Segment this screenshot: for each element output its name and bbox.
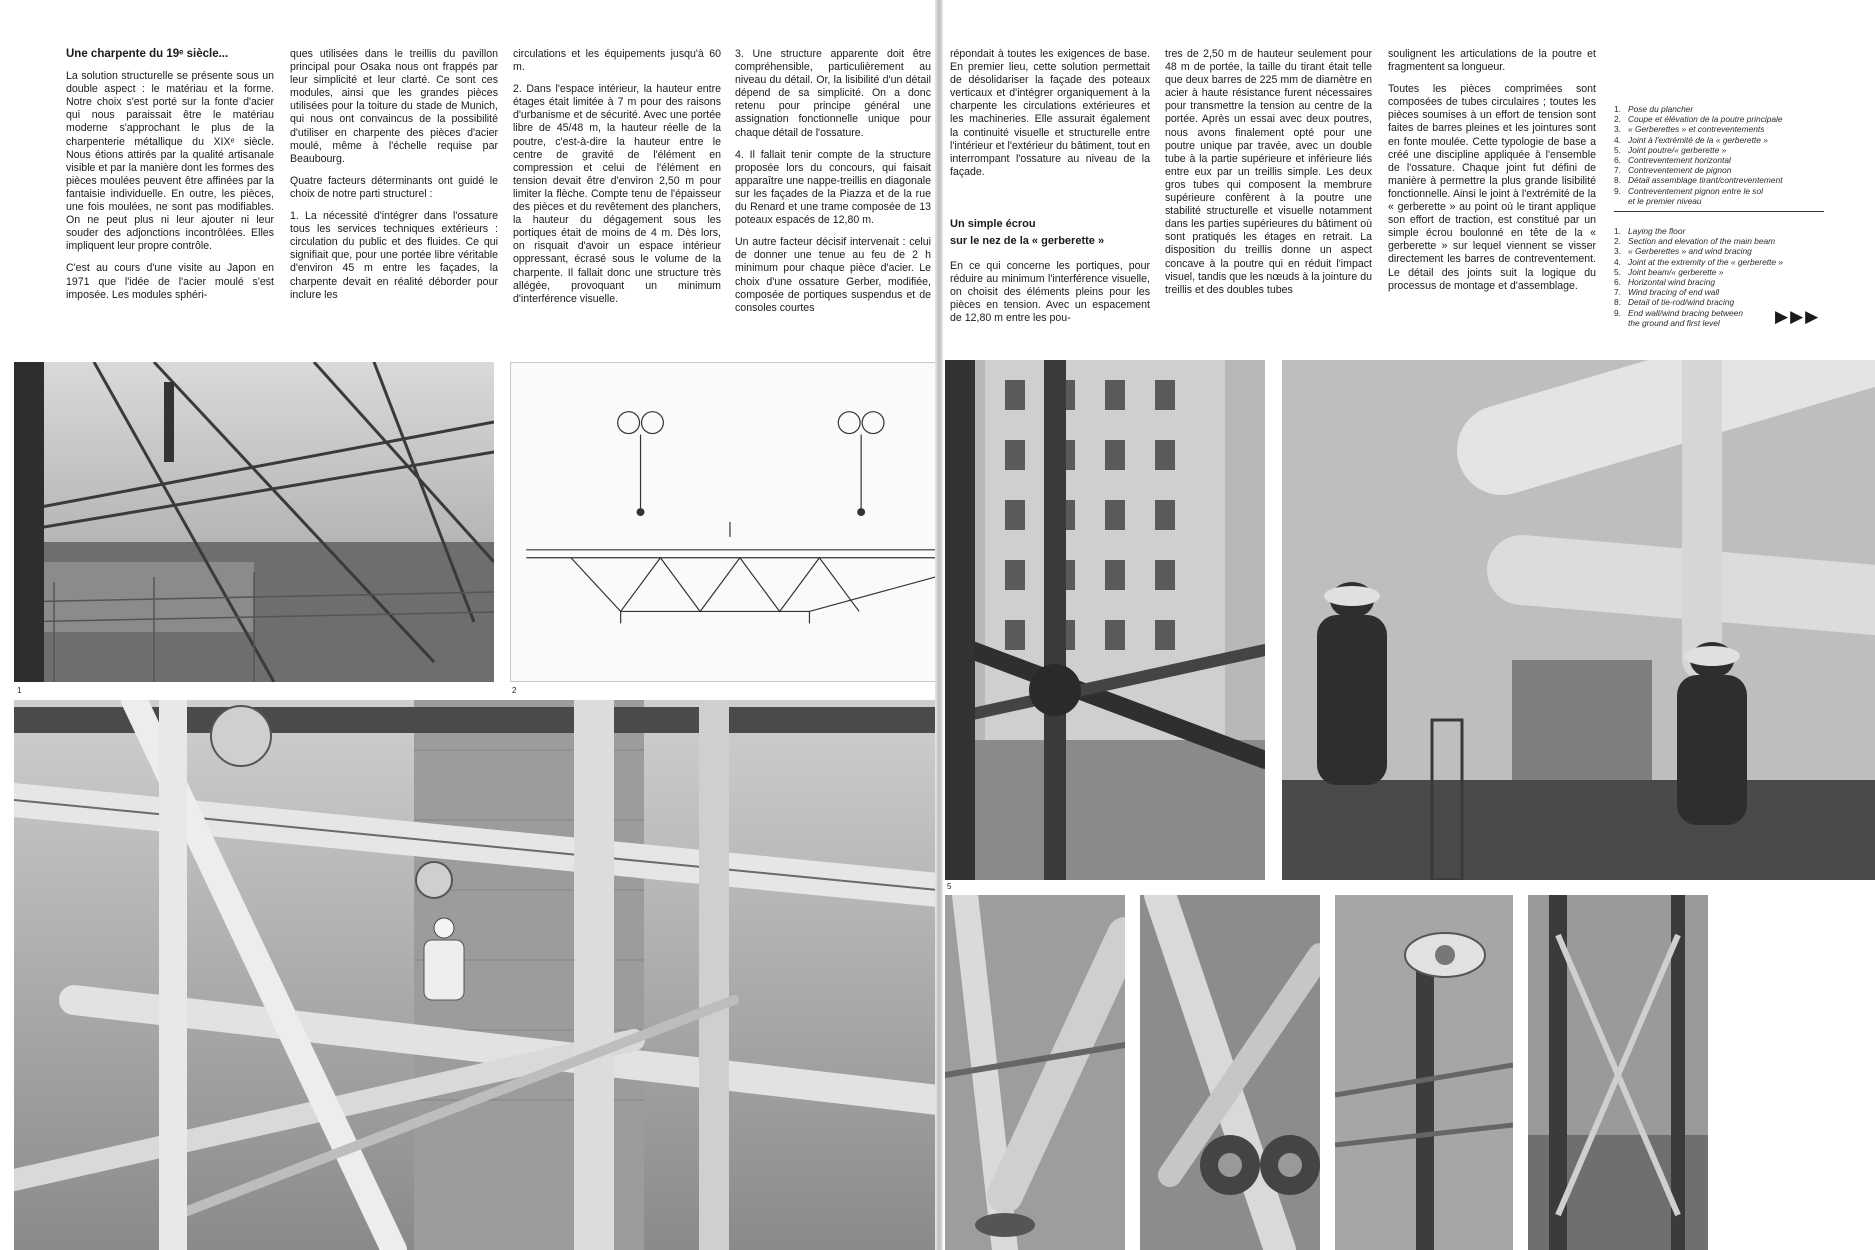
diagram-main-beam xyxy=(510,362,938,682)
photo-gerberettes-bracing xyxy=(14,700,938,1250)
caption-item: 8. Detail of tie-rod/wind bracing xyxy=(1614,297,1735,308)
subheading: sur le nez de la « gerberette » xyxy=(950,234,1105,247)
photo-workers-joint xyxy=(1282,360,1875,880)
continue-arrows-icon: ▶▶▶ xyxy=(1775,307,1821,326)
paragraph: La solution structurelle se présente sous un double aspect : le matériau et la forme. Notre choix s'est porté sur la fonte d'acier qui nous paraissait être le matériau moderne s'approchant le plus de la charpenterie métallique du XIXᵉ siècle. Nous étions attirés par la qualité artisanale visible et par la manière dont les formes des pièces moulées peuvent être affinées par la fantaisie individuelle. En outre, les pièces, une fois moulées, ne sont pas modifiables. On ne peut plus ni leur ajouter ni leur souder des adjonctions incontrôlées. Elles impliquent leur propre contrôle. xyxy=(66,70,274,253)
caption-item: 8. Détail assemblage tirant/contreventement xyxy=(1614,175,1783,186)
paragraph: soulignent les articulations de la poutre et fragmentent sa longueur. xyxy=(1388,48,1596,74)
subheading: Un simple écrou xyxy=(950,217,1036,230)
right-col-1 xyxy=(950,48,1150,334)
paragraph: Toutes les pièces comprimées sont composées de tubes circulaires ; toutes les pièces soumises à un effort de tension sont faites de barres pleines et les jointures sont en fonte moulée. Cette typologie de base a créé une discipline appliquée à l'ensemble de l'ossature. Chaque joint fut défini de manière à permettre la plus grande lisibilité fonctionnelle. Ainsi le joint à l'extrémité de la « gerberette » au point où le tirant applique son effort de traction, est constitué par un simple écrou boulonné en tête de la « gerberette » sur lequel viennent se visser directement les barres de contreventement. Le détail des joints suit la logique du processus de montage et d'assemblage. xyxy=(1388,83,1596,292)
caption-item: 5. Joint beam/« gerberette » xyxy=(1614,266,1724,277)
photo-gerberette-joint-street xyxy=(945,360,1265,880)
caption-item: 2. Coupe et élévation de la poutre principale xyxy=(1614,114,1783,125)
photo-tie-rod-detail xyxy=(1335,895,1513,1250)
caption-item: 9. Contreventement pignon entre le sol xyxy=(1614,185,1764,196)
captions-english xyxy=(1614,226,1864,328)
left-col-2 xyxy=(290,48,498,311)
left-col-1 xyxy=(66,48,274,311)
paragraph: Un autre facteur décisif intervenait : celui de donner une tenue au feu de 2 h minimum pour chaque pièce d'acier. Le choix d'une ossature Gerber, modifiée, composée de portiques suspendus et de consoles courtes xyxy=(735,236,931,314)
caption-item: 2. Section and elevation of the main beam xyxy=(1614,236,1776,247)
caption-item: the ground and first level xyxy=(1628,317,1720,328)
right-col-3 xyxy=(1388,48,1596,302)
left-col-3 xyxy=(513,48,721,315)
paragraph: 2. Dans l'espace intérieur, la hauteur entre étages était limitée à 7 m pour des raisons d'urbanisme et de sécurité. Avec une portée libre de 45/48 m, la hauteur réelle de la poutre, c'est-à-dire la hauteur entre le centre de gravité de l'élément en compression et celui de l'élément en tension devait être d'environ 2,50 m pour limiter la flèche. Compte tenu de l'épaisseur des pièces et du revêtement des planchers, la hauteur du dégagement sous les portiques était de moins de 4 m. Dès lors, on risquait d'avoir un espace intérieur oppressant, écrasé sous le volume de la charpente. Il fallait donc une structure très allégée, provoquant un minimum d'interférence visuelle. xyxy=(513,83,721,305)
section-heading: Une charpente du 19ᵉ siècle... xyxy=(66,48,229,60)
caption-item: 9. End wall/wind bracing between xyxy=(1614,307,1743,318)
caption-item: 3. « Gerberettes » and wind bracing xyxy=(1614,246,1752,257)
caption-item: 7. Wind bracing of end wall xyxy=(1614,287,1720,298)
left-col-4 xyxy=(735,48,931,324)
photo-end-wall-ground-level xyxy=(1528,895,1708,1250)
paragraph: ques utilisées dans le treillis du pavillon principal pour Osaka nous ont frappés par leur simplicité et leur clarté. Ce sont ces modules, ainsi que les grandes pièces utilisées pour la toiture du stade de Munich, qui nous ont convaincus de la possibilité d'utiliser en charpente des pièces d'acier moulé, même à l'échelle requise par Beaubourg. xyxy=(290,48,498,165)
caption-item: 6. Horizontal wind bracing xyxy=(1614,277,1716,288)
caption-item: 3. « Gerberettes » et contreventements xyxy=(1614,124,1765,135)
paragraph: 3. Une structure apparente doit être compréhensible, particulièrement au niveau du détail. Or, la lisibilité d'un détail dépend de sa simplicité. On a donc retenu pour principe général une assignation fonctionnelle unique pour chaque détail de l'ossature. xyxy=(735,48,931,139)
paragraph: 1. La nécessité d'intégrer dans l'ossature tous les services techniques extérieurs : circulation du public et des fluides. Ce qui signifiait que, pour une portée libre véritable d'environ 45 m entre les façades, la charpente devait en réalité déborder pour inclure les xyxy=(290,210,498,301)
caption-item: 5. Joint poutre/« gerberette » xyxy=(1614,144,1727,155)
paragraph: circulations et les équipements jusqu'à 60 m. xyxy=(513,48,721,74)
photo-number: 1 xyxy=(17,686,22,695)
paragraph: C'est au cours d'une visite au Japon en 1971 que l'idée de l'acier moulé s'est imposée. Les modules sphéri- xyxy=(66,262,274,301)
caption-item: 4. Joint à l'extrémité de la « gerberette » xyxy=(1614,134,1768,145)
photo-number: 5 xyxy=(947,882,952,891)
paragraph: tres de 2,50 m de hauteur seulement pour 48 m de portée, la taille du tirant était telle que deux barres de 225 mm de diamètre en acier à haute résistance furent nécessaires pour transmettre la tension au centre de la portée. Après un essai avec deux poutres, nous avons finalement opté pour une poutre unique par travée, avec un double tube à la partie supérieure et inférieure liés entre eux par un treillis simple. Les deux gros tubes qui composent la membrure supérieure confèrent à la poutre une stabilité structurelle et visuelle notamment dans les parties supérieures du bâtiment où sont pratiqués les étages en retrait. La disposition du treillis donne un aspect concave à la poutre qui en réduit l'impact visuel, tandis que les nœuds à la jointure du treillis et des doubles tubes xyxy=(1165,48,1372,296)
photo-end-wall-bracing xyxy=(1140,895,1320,1250)
caption-item: 1. Laying the floor xyxy=(1614,226,1686,236)
caption-item: 7. Contreventement de pignon xyxy=(1614,165,1732,176)
photo-horizontal-bracing xyxy=(945,895,1125,1250)
paragraph: 4. Il fallait tenir compte de la structure proposée lors du concours, qui faisait apparaître une nappe-treillis en diagonale sur les façades de la Piazza et de la rue du Renard et une trame composée de 13 poteaux espacés de 12,80 m. xyxy=(735,148,931,227)
page-spine xyxy=(935,0,943,1250)
caption-item: et le premier niveau xyxy=(1628,195,1702,206)
right-col-2 xyxy=(1165,48,1372,306)
photo-number: 2 xyxy=(512,686,517,695)
captions-french xyxy=(1614,104,1864,206)
paragraph: En ce qui concerne les portiques, pour réduire au minimum l'interférence visuelle, on choisit des éléments pleins pour les pièces en tension. Avec un espacement de 12,80 m entre les pou- xyxy=(950,259,1150,325)
paragraph: Quatre facteurs déterminants ont guidé le choix de notre parti structurel : xyxy=(290,174,498,200)
caption-item: 4. Joint at the extremity of the « gerberette » xyxy=(1614,256,1784,267)
caption-divider xyxy=(1614,211,1824,212)
caption-item: 6. Contreventement horizontal xyxy=(1614,155,1731,166)
caption-item: 1. Pose du plancher xyxy=(1614,104,1694,114)
paragraph: répondait à toutes les exigences de base. En premier lieu, cette solution permettait de désolidariser la façade des poteaux verticaux et d'intégrer organiquement à la charpente les circulations extérieures et les machineries. Elle assurait également la continuité visuelle et structurelle entre l'intérieur et l'extérieur du bâtiment, tout en interrompant l'ossature au niveau de la façade. xyxy=(950,48,1150,178)
photo-laying-floor xyxy=(14,362,494,682)
